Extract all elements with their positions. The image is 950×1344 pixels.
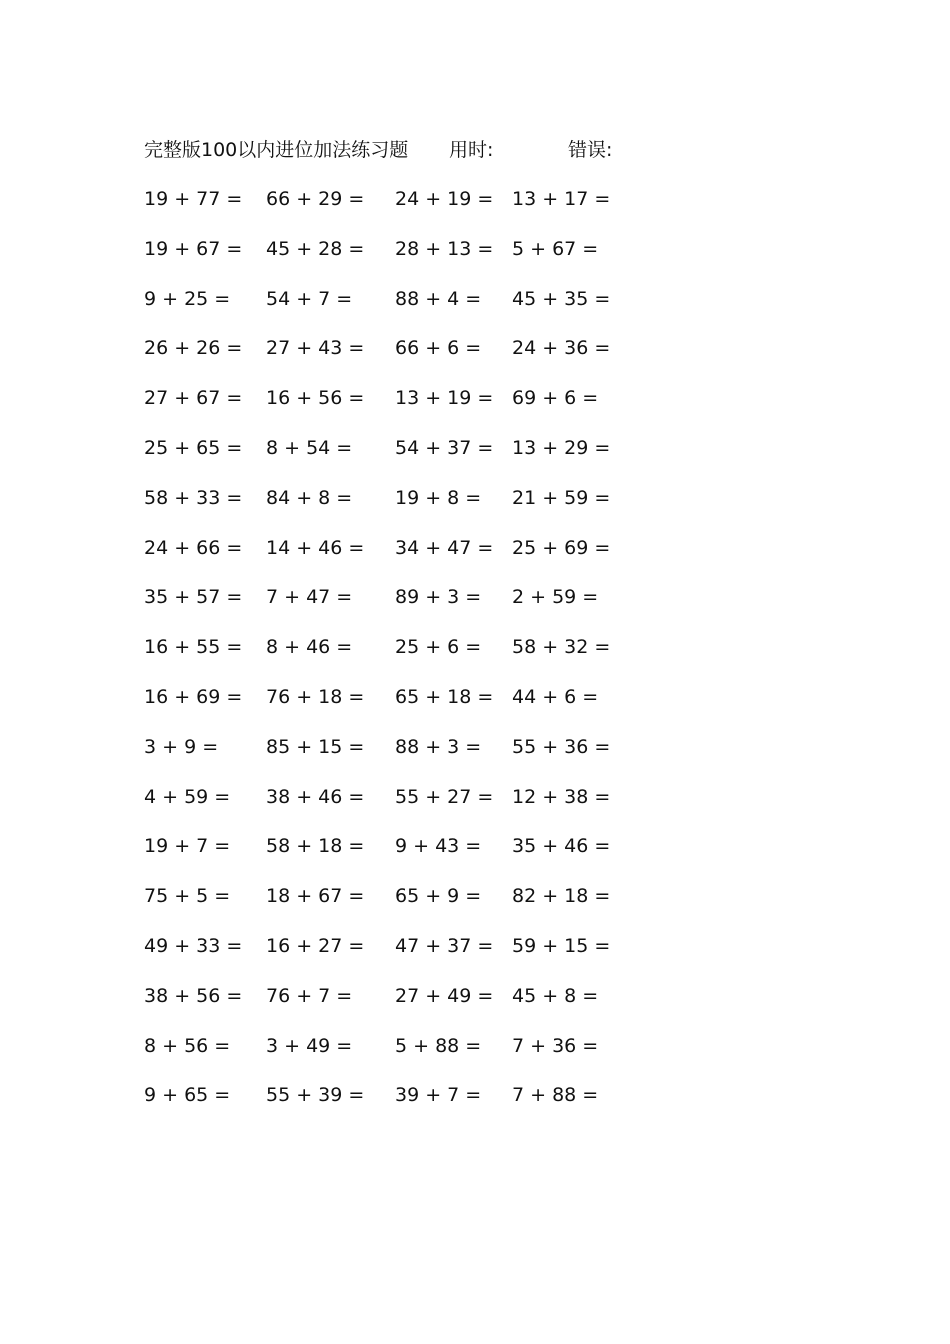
problem-item: 2 + 59 = — [512, 586, 599, 609]
problem-item: 82 + 18 = — [512, 885, 611, 908]
problem-row — [0, 531, 950, 581]
problem-item: 54 + 37 = — [395, 436, 494, 459]
problem-row — [0, 730, 950, 780]
problem-item: 26 + 26 = — [144, 337, 243, 360]
problem-item: 8 + 54 = — [266, 436, 353, 459]
problem-row — [0, 580, 950, 630]
problem-item: 59 + 15 = — [512, 934, 611, 957]
problem-item: 66 + 6 = — [395, 337, 482, 360]
problem-row — [0, 1029, 950, 1079]
problem-item: 19 + 7 = — [144, 835, 231, 858]
problem-item: 35 + 46 = — [512, 835, 611, 858]
problem-row — [0, 879, 950, 929]
problem-row — [0, 232, 950, 282]
problem-item: 45 + 28 = — [266, 237, 365, 260]
problem-item: 24 + 19 = — [395, 188, 494, 210]
problem-item: 13 + 29 = — [512, 436, 611, 459]
problem-item: 58 + 32 = — [512, 636, 611, 659]
problem-item: 85 + 15 = — [266, 735, 365, 758]
problem-item: 66 + 29 = — [266, 188, 365, 210]
problem-item: 13 + 17 = — [512, 188, 611, 210]
problem-row — [0, 1078, 950, 1128]
problem-row — [0, 680, 950, 730]
problem-item: 7 + 88 = — [512, 1084, 599, 1107]
problem-item: 9 + 43 = — [395, 835, 482, 858]
worksheet-title: 完整版100以内进位加法练习题 — [144, 139, 409, 161]
problem-item: 45 + 8 = — [512, 984, 599, 1007]
problem-item: 5 + 88 = — [395, 1034, 482, 1057]
problem-item: 7 + 36 = — [512, 1034, 599, 1057]
problem-item: 35 + 57 = — [144, 586, 243, 609]
problem-row — [0, 331, 950, 381]
problem-row — [0, 929, 950, 979]
problem-item: 12 + 38 = — [512, 785, 611, 808]
problem-item: 19 + 67 = — [144, 237, 243, 260]
problem-item: 16 + 27 = — [266, 934, 365, 957]
problem-item: 27 + 43 = — [266, 337, 365, 360]
problem-row — [0, 381, 950, 431]
problem-item: 7 + 47 = — [266, 586, 353, 609]
problem-item: 47 + 37 = — [395, 934, 494, 957]
problem-item: 39 + 7 = — [395, 1084, 482, 1107]
problem-item: 21 + 59 = — [512, 486, 611, 509]
problem-item: 25 + 65 = — [144, 436, 243, 459]
problem-item: 84 + 8 = — [266, 486, 353, 509]
problem-item: 69 + 6 = — [512, 387, 599, 410]
problem-item: 65 + 9 = — [395, 885, 482, 908]
problem-item: 58 + 18 = — [266, 835, 365, 858]
problem-row — [0, 829, 950, 879]
problem-item: 54 + 7 = — [266, 287, 353, 310]
problem-item: 49 + 33 = — [144, 934, 243, 957]
problem-item: 75 + 5 = — [144, 885, 231, 908]
problem-item: 58 + 33 = — [144, 486, 243, 509]
problem-item: 19 + 77 = — [144, 188, 243, 210]
problem-item: 88 + 4 = — [395, 287, 482, 310]
problem-item: 24 + 66 = — [144, 536, 243, 559]
problem-item: 24 + 36 = — [512, 337, 611, 360]
problem-item: 3 + 49 = — [266, 1034, 353, 1057]
problem-item: 16 + 56 = — [266, 387, 365, 410]
problem-item: 65 + 18 = — [395, 685, 494, 708]
problem-item: 76 + 7 = — [266, 984, 353, 1007]
problem-item: 38 + 56 = — [144, 984, 243, 1007]
problem-row — [0, 282, 950, 332]
problem-item: 8 + 46 = — [266, 636, 353, 659]
problem-item: 8 + 56 = — [144, 1034, 231, 1057]
problem-item: 55 + 27 = — [395, 785, 494, 808]
problem-item: 44 + 6 = — [512, 685, 599, 708]
problem-item: 28 + 13 = — [395, 237, 494, 260]
problem-item: 4 + 59 = — [144, 785, 231, 808]
problem-item: 9 + 65 = — [144, 1084, 231, 1107]
problem-row — [0, 431, 950, 481]
problem-item: 5 + 67 = — [512, 237, 599, 260]
problem-item: 16 + 55 = — [144, 636, 243, 659]
problem-item: 76 + 18 = — [266, 685, 365, 708]
problem-item: 88 + 3 = — [395, 735, 482, 758]
problem-item: 25 + 6 = — [395, 636, 482, 659]
problem-item: 3 + 9 = — [144, 735, 219, 758]
time-used-label: 用时: — [449, 139, 494, 161]
problem-row — [0, 780, 950, 830]
problem-item: 45 + 35 = — [512, 287, 611, 310]
problem-item: 38 + 46 = — [266, 785, 365, 808]
problem-item: 19 + 8 = — [395, 486, 482, 509]
problem-item: 14 + 46 = — [266, 536, 365, 559]
problem-item: 89 + 3 = — [395, 586, 482, 609]
problem-row — [0, 979, 950, 1029]
problem-row — [0, 630, 950, 680]
error-count-label: 错误: — [568, 139, 613, 161]
problem-item: 55 + 36 = — [512, 735, 611, 758]
problem-grid — [0, 182, 950, 1128]
problem-item: 25 + 69 = — [512, 536, 611, 559]
problem-item: 16 + 69 = — [144, 685, 243, 708]
problem-item: 18 + 67 = — [266, 885, 365, 908]
problem-item: 27 + 67 = — [144, 387, 243, 410]
problem-row — [0, 182, 950, 232]
problem-item: 9 + 25 = — [144, 287, 231, 310]
problem-item: 27 + 49 = — [395, 984, 494, 1007]
problem-item: 55 + 39 = — [266, 1084, 365, 1107]
worksheet-header — [0, 133, 950, 167]
problem-item: 34 + 47 = — [395, 536, 494, 559]
problem-item: 13 + 19 = — [395, 387, 494, 410]
problem-row — [0, 481, 950, 531]
